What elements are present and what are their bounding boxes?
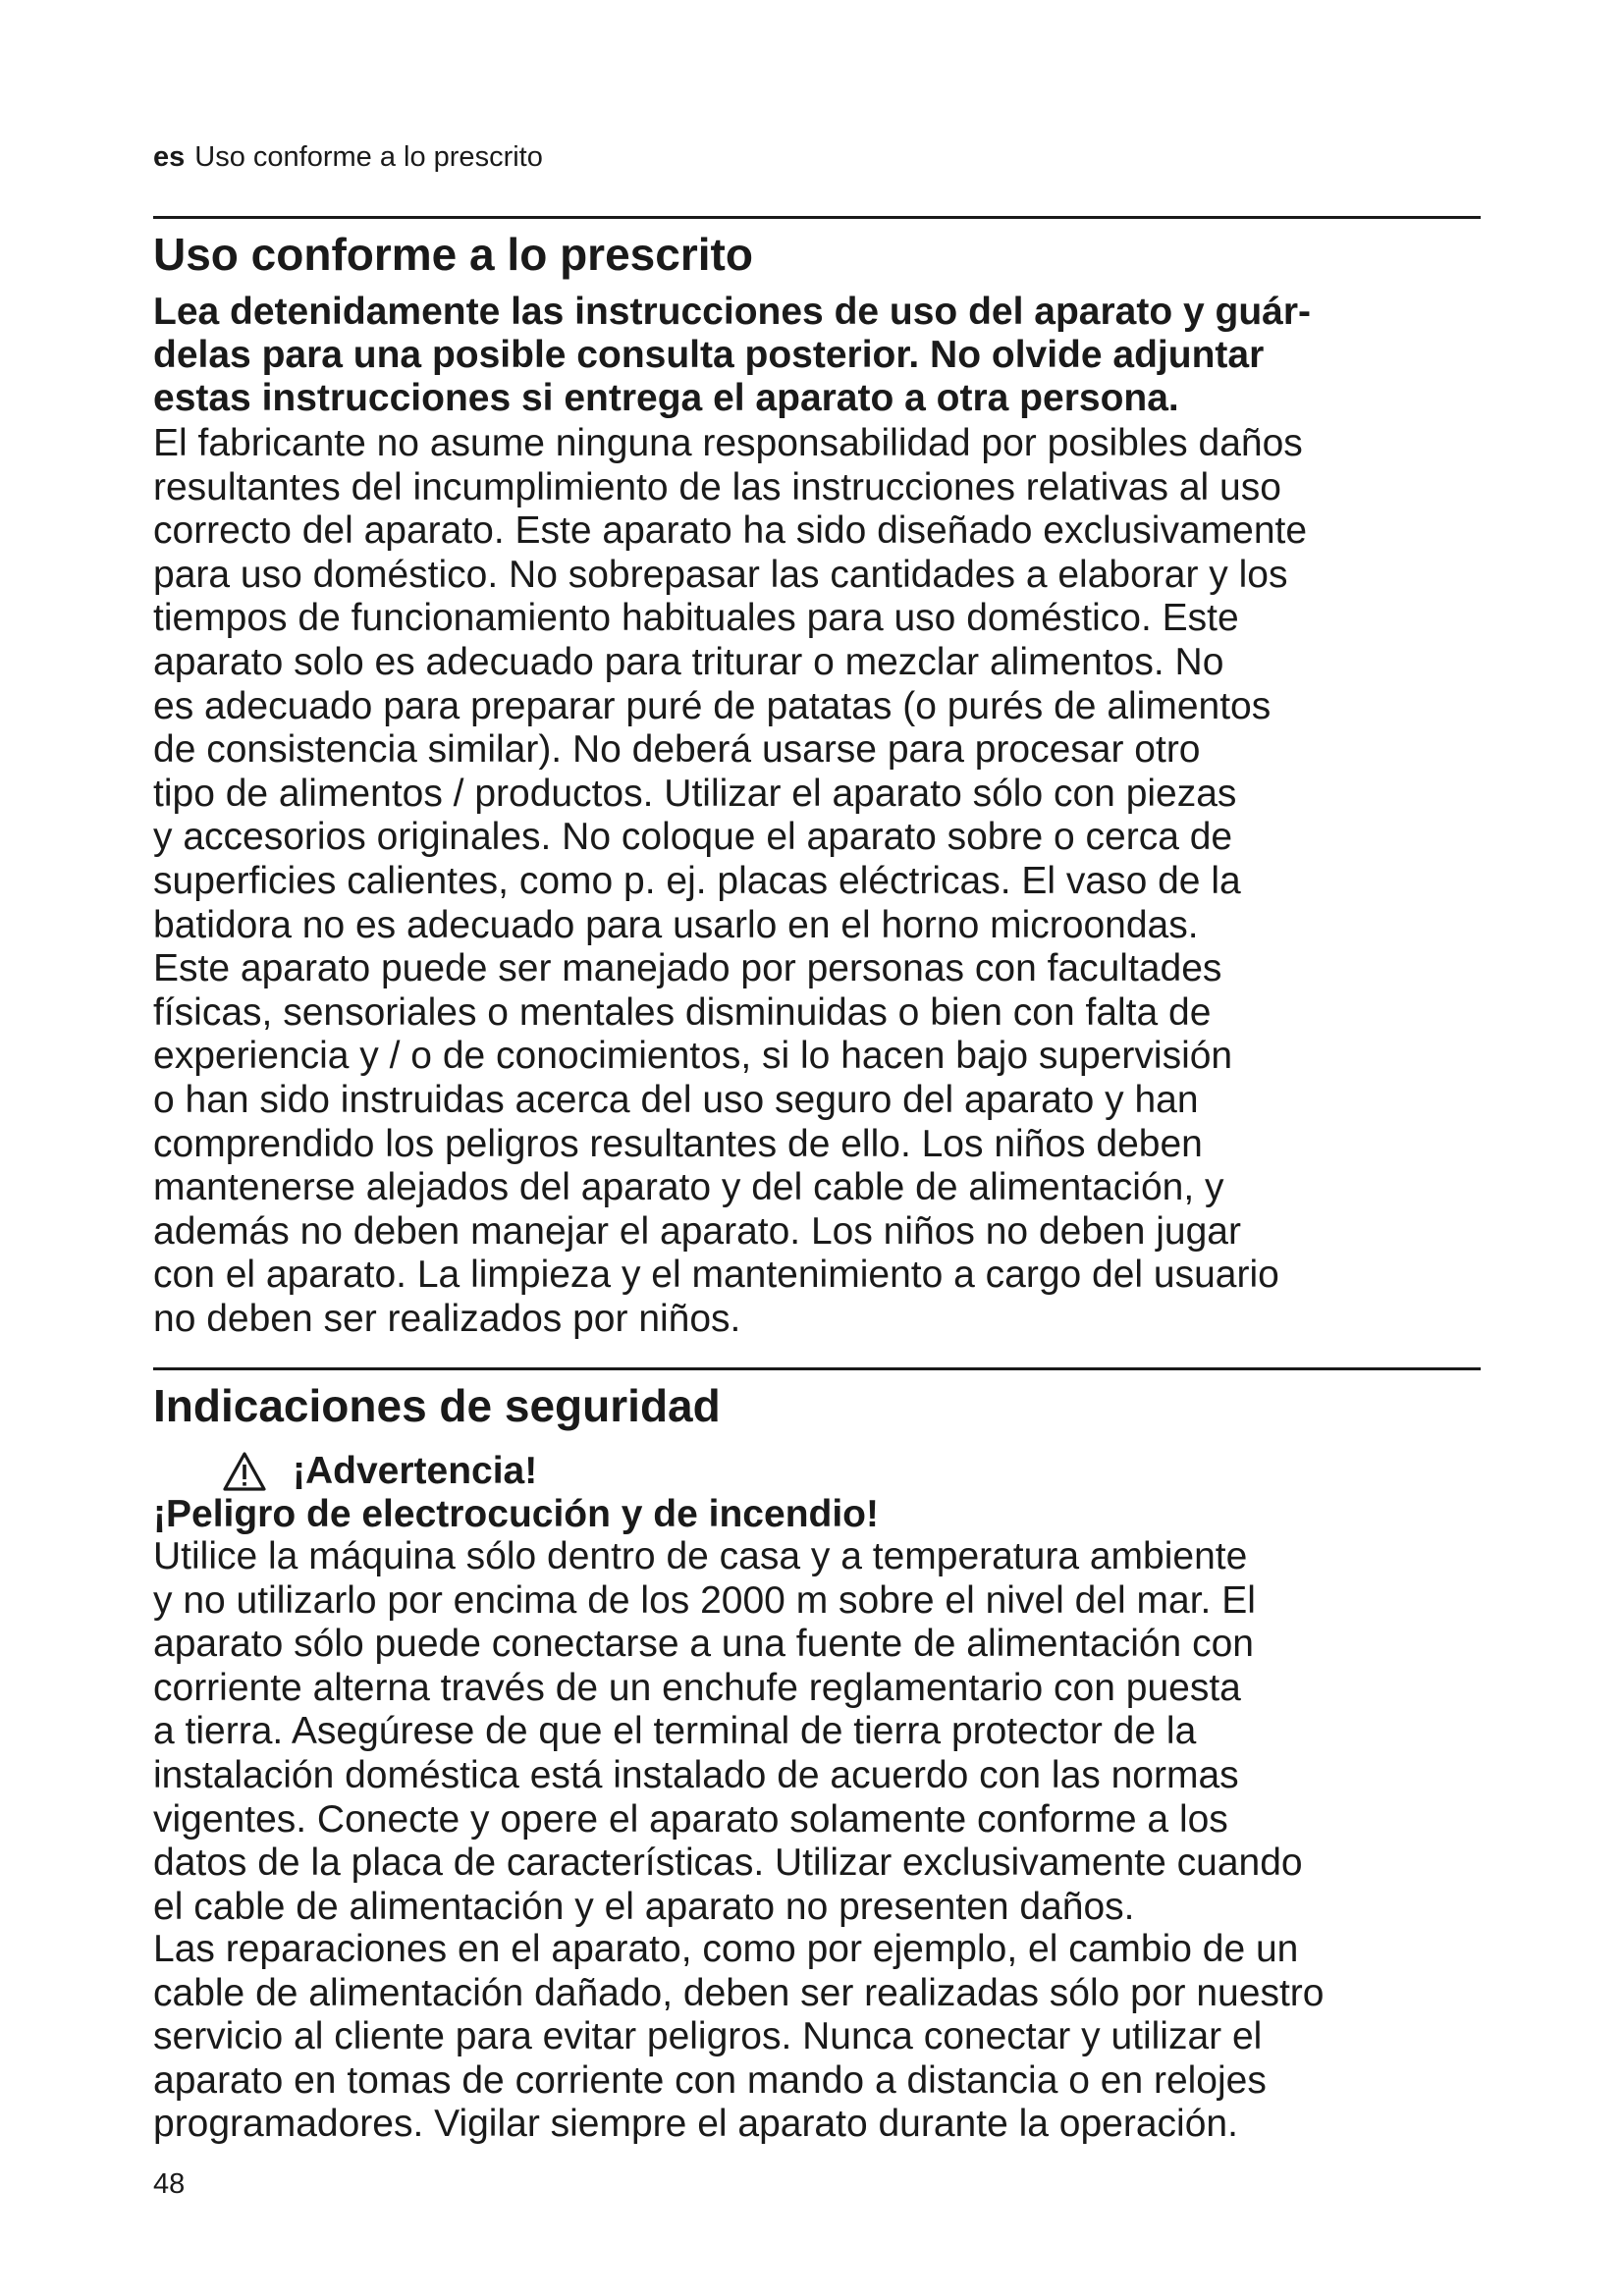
text-line: Utilice la máquina sólo dentro de casa y a temperatura ambiente <box>153 1535 1248 1577</box>
text-line: aparato solo es adecuado para triturar o mezclar alimentos. No <box>153 640 1224 683</box>
warning-row <box>222 1449 537 1494</box>
intro-bold-paragraph <box>153 291 1311 420</box>
text-line: además no deben manejar el aparato. Los niños no deben jugar <box>153 1209 1241 1253</box>
page-number: 48 <box>153 2168 186 2200</box>
text-line: datos de la placa de características. Utilizar exclusivamente cuando <box>153 1842 1303 1885</box>
text-line: Este aparato puede ser manejado por personas con facultades <box>153 947 1222 990</box>
running-header <box>153 140 543 174</box>
section-heading-safety: Indicaciones de seguridad <box>153 1380 721 1431</box>
manual-page <box>153 0 1481 2296</box>
repairs-paragraph <box>153 1928 1324 2147</box>
text-line: tiempos de funcionamiento habituales para uso doméstico. Este <box>153 597 1239 640</box>
intro-line: Lea detenidamente las instrucciones de uso del aparato y guár- <box>153 291 1312 333</box>
text-line: para uso doméstico. No sobrepasar las cantidades a elaborar y los <box>153 553 1288 596</box>
text-line: y accesorios originales. No coloque el aparato sobre o cerca de <box>153 816 1233 859</box>
intro-line: delas para una posible consulta posterior. No olvide adjuntar <box>153 334 1265 376</box>
text-line: a tierra. Asegúrese de que el terminal de tierra protector de la <box>153 1710 1197 1753</box>
text-line: servicio al cliente para evitar peligros. Nunca conectar y utilizar el <box>153 2015 1263 2058</box>
warning-triangle-icon <box>222 1451 267 1492</box>
text-line: el cable de alimentación y el aparato no presenten daños. <box>153 1885 1135 1928</box>
text-line: es adecuado para preparar puré de patatas (o purés de alimentos <box>153 684 1272 727</box>
text-line: y no utilizarlo por encima de los 2000 m sobre el nivel del mar. El <box>153 1578 1256 1622</box>
language-code: es <box>153 141 186 173</box>
text-line: aparato sólo puede conectarse a una fuente de alimentación con <box>153 1623 1254 1666</box>
text-line: Las reparaciones en el aparato, como por ejemplo, el cambio de un <box>153 1928 1299 1970</box>
text-line: vigentes. Conecte y opere el aparato solamente conforme a los <box>153 1797 1228 1841</box>
warning-label: ¡Advertencia! <box>293 1450 538 1492</box>
text-line: batidora no es adecuado para usarlo en el horno microondas. <box>153 903 1199 946</box>
section-heading-intended-use: Uso conforme a lo prescrito <box>153 229 753 280</box>
text-line: instalación doméstica está instalado de acuerdo con las normas <box>153 1753 1239 1796</box>
text-line: corriente alterna través de un enchufe reglamentario con puesta <box>153 1666 1241 1709</box>
section-divider-top <box>153 216 1481 219</box>
text-line: comprendido los peligros resultantes de ello. Los niños deben <box>153 1122 1203 1165</box>
intro-line: estas instrucciones si entrega el aparato a otra persona. <box>153 377 1179 419</box>
text-line: con el aparato. La limpieza y el mantenimiento a cargo del usuario <box>153 1254 1279 1297</box>
safety-paragraph <box>153 1535 1303 1929</box>
text-line: tipo de alimentos / productos. Utilizar el aparato sólo con piezas <box>153 772 1237 815</box>
text-line: correcto del aparato. Este aparato ha sido diseñado exclusivamente <box>153 509 1308 553</box>
text-line: físicas, sensoriales o mentales disminuidas o bien con falta de <box>153 990 1212 1034</box>
text-line: o han sido instruidas acerca del uso seguro del aparato y han <box>153 1078 1199 1121</box>
text-line: cable de alimentación dañado, deben ser realizadas sólo por nuestro <box>153 1971 1325 2014</box>
text-line: superficies calientes, como p. ej. placas eléctricas. El vaso de la <box>153 859 1241 902</box>
danger-title: ¡Peligro de electrocución y de incendio! <box>153 1493 879 1535</box>
text-line: de consistencia similar). No deberá usarse para procesar otro <box>153 728 1201 772</box>
text-line: programadores. Vigilar siempre el aparato durante la operación. <box>153 2103 1238 2146</box>
intended-use-paragraph <box>153 422 1307 1341</box>
running-header-title: Uso conforme a lo prescrito <box>194 141 543 173</box>
text-line: mantenerse alejados del aparato y del cable de alimentación, y <box>153 1166 1224 1209</box>
section-divider-safety <box>153 1367 1481 1370</box>
text-line: aparato en tomas de corriente con mando a distancia o en relojes <box>153 2058 1267 2102</box>
text-line: El fabricante no asume ninguna responsabilidad por posibles daños <box>153 422 1303 464</box>
text-line: resultantes del incumplimiento de las instrucciones relativas al uso <box>153 465 1281 508</box>
text-line: experiencia y / o de conocimientos, si lo hacen bajo supervisión <box>153 1035 1233 1078</box>
text-line: no deben ser realizados por niños. <box>153 1297 741 1340</box>
